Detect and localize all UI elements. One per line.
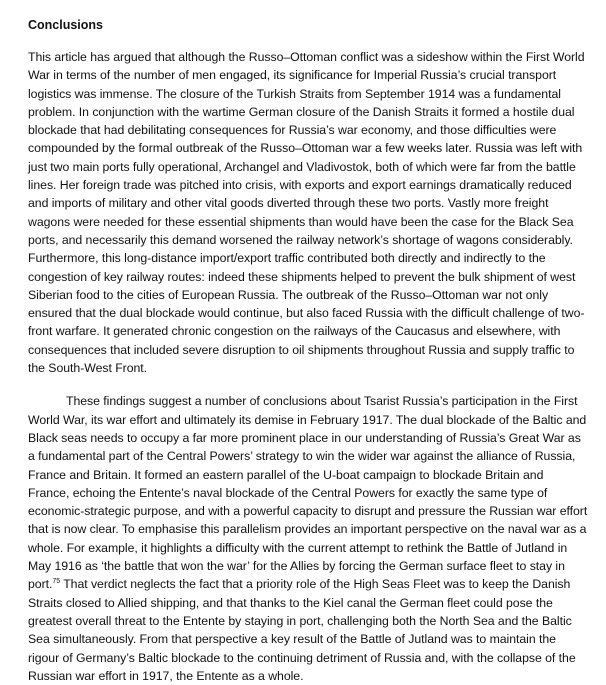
paragraph-1: This article has argued that although the Russo–Ottoman conflict was a sideshow within the First World War in terms of the number of men engaged, its significance for Imperial Russia’s crucial transport logistics was immense. The closure of the Turkish Straits from September 1914 was a fundamental problem. In conjunction with the wartime German closure of the Danish Straits it formed a hostile dual blockade that had debilitating consequences for Russia’s war economy, and those difficulties were compounded by the formal outbreak of the Russo–Ottoman war a few weeks later. Russia was left with just two main ports fully operational, Archangel and Vladivostok, both of which were far from the battle lines. Her foreign trade was pitched into crisis, with exports and export earnings dramatically reduced and imports of military and other vital goods diverted through these two ports. Vastly more freight wagons were needed for these essential shipments than would have been the case for the Black Sea ports, and necessarily this demand worsened the railway network’s shortage of wagons considerably. Furthermore, this long-distance import/export traffic contributed both directly and indirectly to the congestion of key railway routes: indeed these shipments helped to prevent the bulk shipment of west Siberian food to the cities of European Russia. The outbreak of the Russo–Ottoman war not only ensured that the dual blockade would continue, but also faced Russia with the difficult challenge of two-front warfare. It generated chronic congestion on the railways of the Caucasus and elsewhere, with consequences that included severe disruption to oil shipments throughout Russia and supply traffic to the South-West Front.: [28, 50, 585, 376]
article-page: [28, 16, 588, 685]
paragraph-2-text-after-note: That verdict neglects the fact that a priority role of the High Seas Fleet was to keep the Danish Straits closed to Allied shipping, and that thanks to the Kiel canal the German fleet could pose the greatest overall threat to the Entente by staying in port, challenging both the North Sea and the Baltic Sea simultaneously. From that perspective a key result of the Battle of Jutland was to maintain the rigour of Germany’s Baltic blockade to the continuing detriment of Russia and, with the collapse of the Russian war effort in 1917, the Entente as a whole.: [28, 577, 576, 683]
section-heading: Conclusions: [28, 18, 104, 32]
paragraph-2: [28, 392, 588, 685]
footnote-marker[interactable]: 75: [52, 578, 61, 586]
paragraph-2-text-before-note: These findings suggest a number of conclusions about Tsarist Russia’s participation in the First World War, its war effort and ultimately its demise in February 1917. The dual blockade of the Baltic and Black seas needs to occupy a far more prominent place in our understanding of Russia’s Great War as a fundamental part of the Central Powers’ strategy to win the wider war against the alliance of Russia, France and Britain. It formed an eastern parallel of the U-boat campaign to blockade Britain and France, echoing the Entente’s naval blockade of the Central Powers for exactly the same type of economic-strategic purpose, and with a powerful capacity to disrupt and pressure the Russian war effort that is now clear. To emphasise this parallelism provides an important perspective on the naval war as a whole. For example, it highlights a difficulty with the current attempt to rethink the Battle of Jutland in May 1916 as ‘the battle that won the war’ for the Allies by forcing the German surface fleet to stay in port.: [28, 394, 588, 592]
